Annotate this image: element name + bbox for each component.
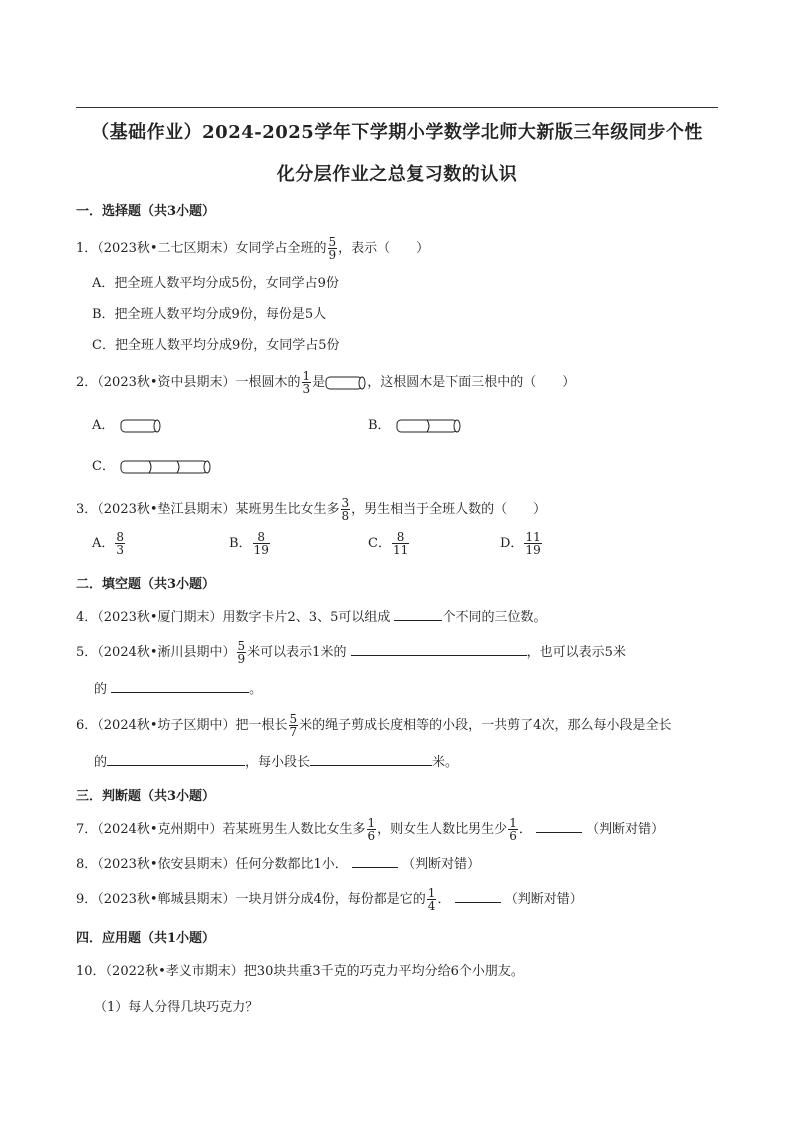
q2-fraction: $\frac{1}{3}$	[302, 369, 311, 396]
q2-option-c[interactable]	[92, 455, 215, 476]
q3-text-post: ，男生相当于全班人数的（ ）	[351, 502, 547, 517]
question-5-line2	[94, 678, 262, 697]
q3-option-c-fraction: $\frac{8}{11}$	[392, 530, 409, 557]
q8-text: 8．（2023秋•依安县期末）任何分数都比1小．	[76, 857, 348, 872]
q7-tail: （判断对错）	[586, 822, 665, 837]
question-8	[76, 853, 480, 872]
question-6	[76, 713, 671, 738]
q3-option-c[interactable]	[368, 531, 410, 556]
q5-text-post: ，也可以表示5米	[526, 645, 626, 660]
q9-text-post: ．	[437, 892, 451, 907]
q3-option-a-fraction: $\frac{8}{3}$	[116, 530, 125, 557]
q3-option-d-label: D．	[500, 536, 524, 551]
q5-fraction: $\frac{5}{9}$	[237, 639, 246, 666]
answer-blank[interactable]	[352, 855, 398, 868]
q1-option-b[interactable]: B．把全班人数平均分成9份，每份是5人	[92, 307, 327, 322]
q5-line2-post: 。	[249, 682, 263, 697]
q2-option-c-label: C．	[92, 459, 115, 474]
q7-fraction-1: $\frac{1}{6}$	[367, 816, 376, 843]
q6-line2-post: 米。	[432, 755, 459, 770]
question-9	[76, 887, 583, 912]
q9-fraction: $\frac{1}{4}$	[427, 886, 436, 913]
q3-option-d-fraction: $\frac{11}{19}$	[525, 530, 541, 557]
q7-text: 7．（2024秋•克州期中）若某班男生人数比女生多	[76, 822, 366, 837]
q1-text: 1．（2023秋•二七区期末）女同学占全班的	[76, 241, 327, 256]
q6-fraction: $\frac{5}{7}$	[289, 712, 298, 739]
section-choice: 一．选择题（共3小题）	[76, 204, 216, 219]
q7-text-mid: ，则女生人数比男生少	[377, 822, 508, 837]
question-5	[76, 640, 626, 665]
q6-line2-mid: ，每小段长	[245, 755, 311, 770]
q2-option-a[interactable]	[92, 414, 163, 435]
section-fill-in: 二．填空题（共3小题）	[76, 577, 216, 592]
q3-option-b-label: B．	[229, 536, 252, 551]
q2-option-b[interactable]	[368, 414, 465, 435]
question-7	[76, 817, 664, 842]
q4-text-post: 个不同的三位数。	[442, 610, 547, 625]
answer-blank[interactable]	[536, 820, 582, 833]
answer-blank[interactable]	[107, 753, 245, 766]
q5-text-mid: 米可以表示1米的	[247, 645, 347, 660]
q4-text: 4．（2023秋•厦门期末）用数字卡片2、3、5可以组成	[76, 610, 391, 625]
page-title-line1: （基础作业）2024-2025学年下学期小学数学北师大新版三年级同步个性	[91, 122, 703, 143]
log-one-segment-icon	[119, 417, 163, 435]
q1-option-a[interactable]: A．把全班人数平均分成5份，女同学占9份	[92, 276, 339, 291]
q7-fraction-2: $\frac{1}{6}$	[509, 816, 517, 843]
q2-text-mid: 是	[312, 375, 326, 390]
q3-option-b-fraction: $\frac{8}{19}$	[253, 530, 269, 557]
answer-blank[interactable]	[310, 753, 432, 766]
q1-fraction: $\frac{5}{9}$	[328, 235, 337, 262]
q2-text-post: ，这根圆木是下面三根中的（ ）	[367, 375, 576, 390]
q9-tail: （判断对错）	[504, 892, 583, 907]
log-two-segments-icon	[395, 417, 465, 435]
q2-option-b-label: B．	[368, 418, 391, 433]
question-4	[76, 606, 547, 625]
question-10: 10．（2022秋•孝义市期末）把30块共重3千克的巧克力平均分给6个小朋友。	[76, 964, 524, 979]
q1-option-c[interactable]: C．把全班人数平均分成9份，女同学占5份	[92, 338, 340, 353]
question-6-line2	[94, 751, 458, 770]
q2-text: 2．（2023秋•资中县期末）一根圆木的	[76, 375, 301, 390]
log-three-segments-icon	[119, 458, 215, 476]
q9-text: 9．（2023秋•郸城县期末）一块月饼分成4份，每份都是它的	[76, 892, 426, 907]
q5-text: 5．（2024秋•淅川县期中）	[76, 645, 236, 660]
answer-blank[interactable]	[394, 608, 442, 621]
section-true-false: 三．判断题（共3小题）	[76, 789, 216, 804]
q6-text: 6．（2024秋•坊子区期中）把一根长	[76, 718, 288, 733]
answer-blank[interactable]	[351, 643, 527, 656]
q6-line2-pre: 的	[94, 755, 108, 770]
q7-text-post: ．	[518, 822, 532, 837]
q8-tail: （判断对错）	[402, 857, 481, 872]
q3-option-a-label: A．	[92, 536, 115, 551]
page-title-line2: 化分层作业之总复习数的认识	[276, 164, 518, 185]
q2-option-a-label: A．	[92, 418, 115, 433]
log-one-segment-icon	[325, 375, 367, 391]
header-rule	[76, 107, 718, 108]
q3-fraction: $\frac{3}{8}$	[341, 496, 350, 523]
q3-option-a[interactable]	[92, 531, 126, 556]
q3-option-c-label: C．	[368, 536, 391, 551]
answer-blank[interactable]	[455, 890, 501, 903]
section-application: 四．应用题（共1小题）	[76, 931, 216, 946]
question-3	[76, 497, 546, 522]
q3-text: 3．（2023秋•垫江县期末）某班男生比女生多	[76, 502, 340, 517]
question-10-sub1: （1）每人分得几块巧克力？	[94, 1000, 259, 1015]
question-1	[76, 236, 429, 261]
question-2	[76, 370, 575, 395]
q6-text-post: 米的绳子剪成长度相等的小段，一共剪了4次，那么每小段是全长	[299, 718, 672, 733]
answer-blank[interactable]	[111, 680, 249, 693]
q5-line2-pre: 的	[94, 682, 108, 697]
q3-option-b[interactable]	[229, 531, 271, 556]
q1-text-post: ，表示（ ）	[338, 241, 430, 256]
q3-option-d[interactable]	[500, 531, 543, 556]
